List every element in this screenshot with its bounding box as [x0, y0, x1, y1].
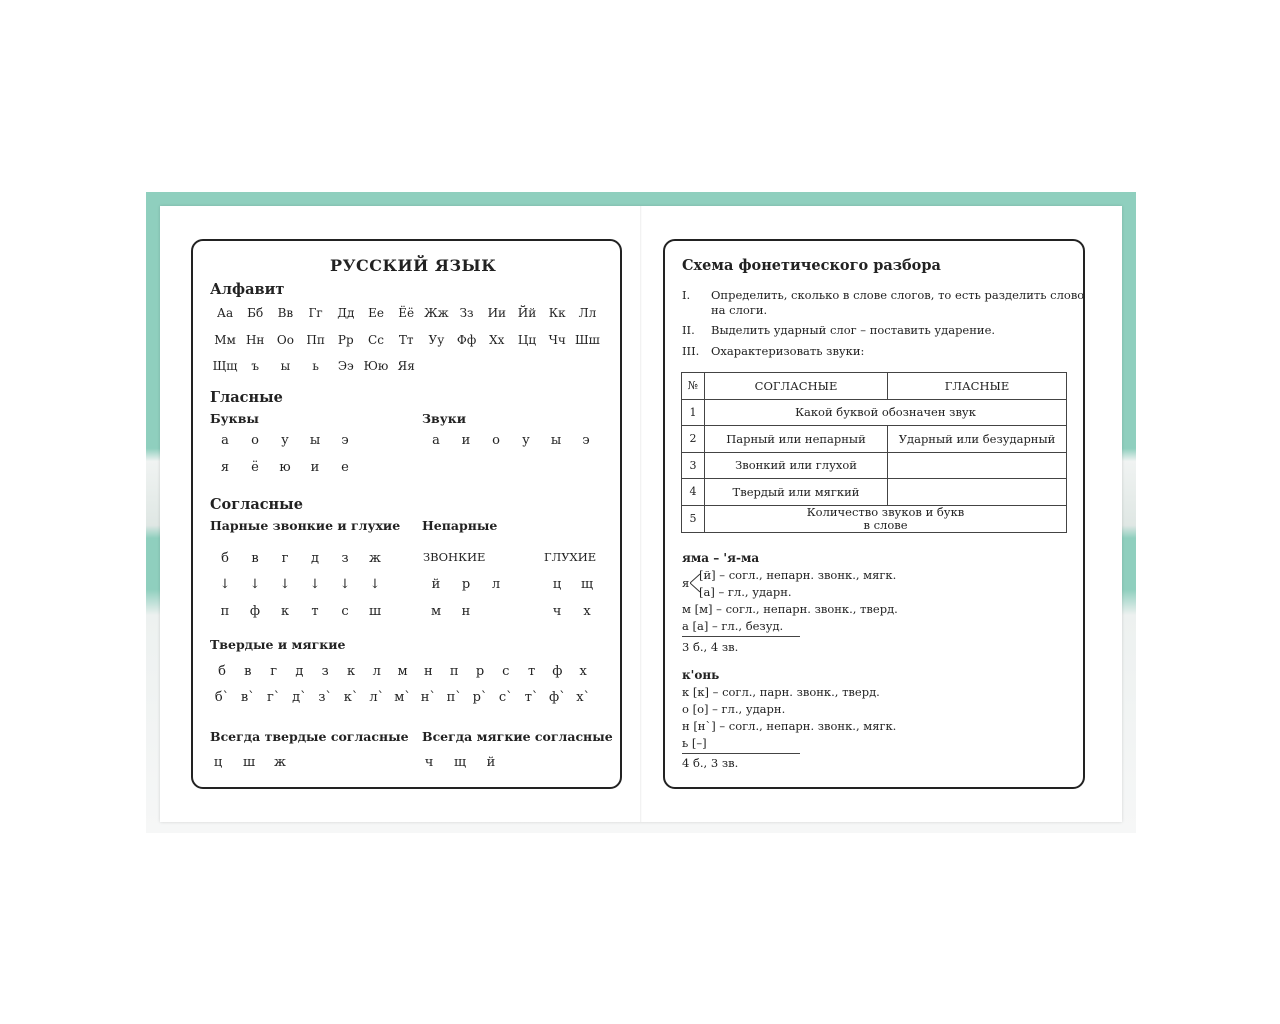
vowel-letter: и	[310, 460, 320, 475]
paired-voiced-letter: г	[281, 551, 289, 566]
table-cell: Какой буквой обозначен звук	[705, 399, 1067, 426]
example-1-line: [й] – согл., непарн. звонк., мягк.	[699, 568, 897, 582]
arrow-down-icon: ↓	[339, 577, 351, 592]
paired-voiceless-letter: п	[220, 604, 230, 619]
alphabet-letter: Цц	[517, 333, 537, 347]
arrow-down-icon: ↓	[369, 577, 381, 592]
alphabet-letter: Гг	[308, 306, 323, 320]
step-2-num: II.	[682, 323, 695, 337]
unpaired-voiced-letter: л	[491, 577, 501, 592]
example-2-line: к [к] – согл., парн. звонк., тверд.	[682, 685, 880, 699]
example-2-total: 4 б., 3 зв.	[682, 756, 739, 770]
table-cell	[705, 505, 1067, 532]
alphabet-letter: Уу	[428, 333, 445, 347]
example-1-line: м [м] – согл., непарн. звонк., тверд.	[682, 602, 898, 616]
alphabet-letter: Шш	[574, 333, 600, 347]
unpaired-voiced-letter: р	[461, 577, 471, 592]
vowel-letter: у	[281, 433, 289, 448]
always-hard-label: Всегда твердые согласные	[210, 729, 409, 744]
phonetic-table	[681, 372, 1067, 533]
example-1-letter: я	[682, 576, 690, 590]
vowel-letter: ю	[279, 460, 291, 475]
voiceless-label: ГЛУХИЕ	[544, 550, 597, 564]
vowel-sound: о	[492, 433, 500, 448]
alphabet-heading: Алфавит	[210, 281, 285, 298]
unpaired-label: Непарные	[422, 518, 498, 533]
vowel-letter: я	[220, 460, 230, 475]
soft-consonant: х`	[576, 690, 591, 705]
paired-label: Парные звонкие и глухие	[210, 518, 401, 533]
vowel-sound: и	[461, 433, 471, 448]
example-2-line: ь [–]	[682, 736, 707, 750]
paired-voiceless-letter: с	[341, 604, 349, 619]
soft-consonant: т`	[524, 690, 539, 705]
alphabet-letter: Сс	[368, 333, 384, 347]
unpaired-voiceless-letter: х	[583, 604, 591, 619]
example-1-word: яма – 'я-ма	[682, 551, 760, 565]
vowel-sound: а	[432, 433, 440, 448]
paired-voiced-letter: б	[221, 551, 229, 566]
alphabet-letter: ь	[312, 359, 319, 373]
alphabet-letter: Ее	[368, 306, 384, 320]
step-3-text: Охарактеризовать звуки:	[711, 344, 865, 358]
paired-voiced-letter: з	[341, 551, 349, 566]
paired-voiceless-letter: т	[311, 604, 319, 619]
soft-consonant: д`	[292, 690, 307, 705]
hard-consonant: м	[397, 664, 408, 679]
step-3-num: III.	[682, 344, 700, 358]
divider	[682, 636, 800, 637]
page-title: РУССКИЙ ЯЗЫК	[330, 256, 497, 275]
unpaired-voiced-letter: н	[461, 604, 471, 619]
unpaired-voiced-letter: м	[430, 604, 442, 619]
vowel-letter: е	[341, 460, 349, 475]
table-header-cell: СОГЛАСНЫЕ	[705, 373, 888, 400]
soft-consonant: з`	[318, 690, 332, 705]
paired-voiceless-letter: к	[280, 604, 290, 619]
soft-consonant: м`	[394, 690, 411, 705]
alphabet-letter: Щщ	[212, 359, 238, 373]
table-cell: 3	[682, 452, 705, 479]
unpaired-voiceless-letter: щ	[580, 577, 594, 592]
vowel-letter: а	[221, 433, 229, 448]
soft-consonant: р`	[472, 690, 488, 705]
alphabet-letter: Юю	[363, 359, 389, 373]
alphabet-letter: Тт	[398, 333, 414, 347]
alphabet-letter: Чч	[548, 333, 566, 347]
alphabet-letter: Оо	[276, 333, 294, 347]
always-hard-letter: ж	[274, 755, 286, 770]
always-soft-label: Всегда мягкие согласные	[422, 729, 613, 744]
arrow-down-icon: ↓	[249, 577, 261, 592]
hard-consonant: р	[475, 664, 485, 679]
alphabet-letter: Нн	[245, 333, 265, 347]
soft-consonant: п`	[446, 690, 462, 705]
alphabet-letter: Пп	[306, 333, 325, 347]
arrow-down-icon: ↓	[219, 577, 231, 592]
russian-language-panel	[191, 239, 622, 789]
alphabet-letter: Хх	[489, 333, 505, 347]
always-soft-letter: щ	[453, 755, 467, 770]
alphabet-letter: Жж	[424, 306, 449, 320]
sounds-label: Звуки	[422, 411, 467, 426]
hard-consonant: ф	[552, 664, 563, 679]
step-1-num: I.	[682, 288, 691, 302]
table-cell: 4	[682, 479, 705, 506]
letters-label: Буквы	[210, 411, 259, 426]
table-row	[682, 479, 1067, 506]
example-2-word: к'онь	[682, 668, 720, 682]
hard-consonant: д	[295, 664, 304, 679]
always-soft-letter: ч	[424, 755, 434, 770]
soft-consonant: н`	[420, 690, 436, 705]
alphabet-letter: Бб	[247, 306, 264, 320]
hard-consonant: т	[527, 664, 536, 679]
vowels-heading: Гласные	[210, 389, 283, 406]
paired-voiced-letter: д	[310, 551, 319, 566]
alphabet-letter: Рр	[337, 333, 354, 347]
step-2-text: Выделить ударный слог – поставить ударение.	[711, 323, 996, 337]
hard-consonant: б	[218, 664, 226, 679]
example-2-line: о [о] – гл., ударн.	[682, 702, 786, 716]
table-row	[682, 452, 1067, 479]
scheme-title: Схема фонетического разбора	[682, 257, 941, 274]
always-hard-letter: ц	[213, 755, 223, 770]
hard-consonant: к	[346, 664, 356, 679]
paired-voiceless-letter: ш	[368, 604, 382, 619]
unpaired-voiced-letter: й	[431, 577, 441, 592]
hard-consonant: х	[579, 664, 587, 679]
table-cell: Звонкий или глухой	[705, 452, 888, 479]
example-1-total: 3 б., 4 зв.	[682, 640, 739, 654]
table-cell-line: в слове	[863, 517, 908, 532]
alphabet-letter: Ии	[487, 306, 507, 320]
table-cell: 5	[682, 505, 705, 532]
table-cell: Парный или непарный	[705, 426, 888, 453]
table-header-row	[682, 373, 1067, 400]
hard-consonant: л	[372, 664, 381, 679]
vowel-letter: о	[251, 433, 259, 448]
voiced-label: ЗВОНКИЕ	[423, 550, 486, 564]
hard-consonant: с	[502, 664, 510, 679]
vowel-sound: у	[522, 433, 530, 448]
always-soft-letter: й	[486, 755, 496, 770]
hard-consonant: г	[270, 664, 277, 679]
paired-voiceless-letter: ф	[249, 604, 261, 619]
unpaired-voiceless-letter: ч	[552, 604, 562, 619]
table-cell: 2	[682, 426, 705, 453]
step-1-text-2: на слоги.	[711, 303, 768, 317]
consonants-heading: Согласные	[210, 496, 303, 513]
vowel-letter: ы	[309, 433, 321, 448]
table-cell: Твердый или мягкий	[705, 479, 888, 506]
alphabet-letter: Мм	[214, 333, 236, 347]
alphabet-letter: Лл	[578, 306, 597, 320]
example-2-line: н [н`] – согл., непарн. звонк., мягк.	[682, 719, 897, 733]
soft-consonant: в`	[240, 690, 255, 705]
soft-consonant: к`	[343, 690, 359, 705]
arrow-down-icon: ↓	[309, 577, 321, 592]
alphabet-letter: Фф	[456, 333, 477, 347]
table-cell-line: Количество звуков и букв	[806, 504, 965, 519]
alphabet-letter: Зз	[459, 306, 474, 320]
vowel-letter: ё	[251, 460, 259, 475]
hard-consonant: з	[321, 664, 329, 679]
soft-consonant: г`	[266, 690, 281, 705]
hard-consonant: п	[449, 664, 459, 679]
alphabet-letter: ъ	[251, 359, 259, 373]
alphabet-letter: Ээ	[337, 359, 354, 373]
table-cell: Ударный или безударный	[888, 426, 1067, 453]
example-1-line: а [а] – гл., безуд.	[682, 619, 784, 633]
paired-voiced-letter: ж	[369, 551, 381, 566]
hard-consonant: н	[424, 664, 433, 679]
alphabet-letter: ы	[280, 359, 291, 373]
always-hard-letter: ш	[242, 755, 256, 770]
table-row	[682, 426, 1067, 453]
hard-soft-label: Твердые и мягкие	[210, 637, 346, 652]
table-row	[682, 399, 1067, 426]
soft-consonant: с`	[498, 690, 513, 705]
alphabet-letter: Кк	[548, 306, 566, 320]
soft-consonant: б`	[214, 690, 230, 705]
divider	[682, 753, 800, 754]
hard-consonant: в	[244, 664, 252, 679]
vowel-letter: э	[341, 433, 349, 448]
soft-consonant: ф`	[549, 690, 566, 705]
alphabet-letter: Яя	[397, 359, 415, 373]
table-header-cell: №	[682, 373, 705, 400]
alphabet-letter: Дд	[337, 306, 355, 320]
paired-voiced-letter: в	[251, 551, 259, 566]
page-fold	[640, 206, 642, 822]
table-row	[682, 505, 1067, 532]
table-header-cell: ГЛАСНЫЕ	[888, 373, 1067, 400]
alphabet-letter: Йй	[517, 306, 537, 320]
table-cell	[888, 479, 1067, 506]
alphabet-letter: Аа	[216, 306, 234, 320]
example-1-line: [а] – гл., ударн.	[699, 585, 792, 599]
table-cell	[888, 452, 1067, 479]
alphabet-letter: Ёё	[398, 306, 415, 320]
unpaired-voiceless-letter: ц	[552, 577, 562, 592]
arrow-down-icon: ↓	[279, 577, 291, 592]
soft-consonant: л`	[369, 690, 385, 705]
table-cell: 1	[682, 399, 705, 426]
alphabet-letter: Вв	[277, 306, 294, 320]
vowel-sound: э	[582, 433, 590, 448]
vowel-sound: ы	[550, 433, 562, 448]
step-1-text: Определить, сколько в слове слогов, то есть разделить слово	[711, 288, 1085, 302]
